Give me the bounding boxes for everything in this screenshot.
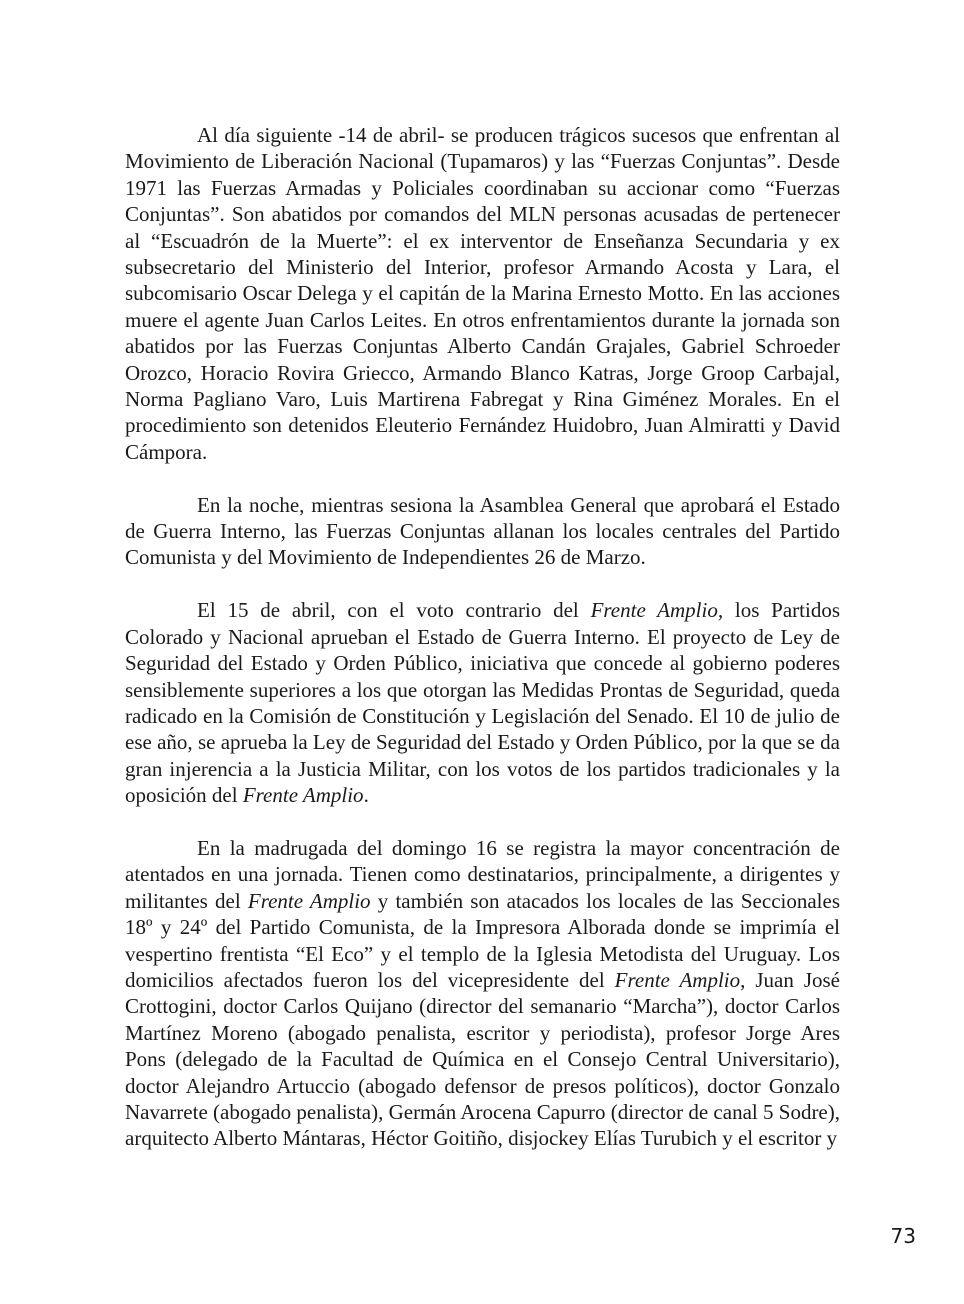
italic-party-name: Frente Amplio [242,783,364,808]
paragraph-text: . [363,783,369,808]
paragraph-april-14 [125,122,840,465]
paragraph-text: los Partidos Colorado y Nacional aprueban el Estado de Guerra Interno. El proyecto de Ley de Seguridad del Estado y Orden Público, iniciativa que concede al gobierno poderes sensiblemente superiores a los que otorgan las Medidas Prontas de Seguridad, queda radicado en la Comisión de Constitución y Legislación del Senado. El 10 de julio de ese año, se aprueba la Ley de Seguridad del Estado y Orden Público, por la que se da gran injerencia a la Justicia Militar, con los votos de los partidos tradicionales y la oposición del [125,598,841,808]
paragraph-text: El 15 de abril, con el voto contrario del [197,598,591,623]
italic-party-name: Frente Amplio [247,888,371,913]
page-body [125,122,840,1178]
paragraph-text: Al día siguiente -14 de abril- se producen trágicos sucesos que enfrentan al Movimiento de Liberación Nacional (Tupamaros) y las “Fuerzas Conjuntas”. Desde 1971 las Fuerzas Armadas y Policiales coordinaban su accionar como “Fuerzas Conjuntas”. Son abatidos por comandos del MLN personas acusadas de pertenecer al “Escuadrón de la Muerte”: el ex interventor de Enseñanza Secundaria y ex subsecretario del Ministerio del Interior, profesor Armando Acosta y Lara, el subcomisario Oscar Delega y el capitán de la Marina Ernesto Motto. En las acciones muere el agente Juan Carlos Leites. En otros enfrentamientos durante la jornada son abatidos por las Fuerzas Conjuntas Alberto Candán Grajales, Gabriel Schroeder Orozco, Horacio Rovira Griecco, Armando Blanco Katras, Jorge Groop Carbajal, Norma Pagliano Varo, Luis Martirena Fabregat y Rina Giménez Morales. En el procedimiento son detenidos Eleuterio Fernández Huidobro, Juan Almiratti y David Cámpora. [125,123,840,464]
paragraph-night-assembly [125,492,840,571]
paragraph-april-15 [125,597,840,808]
paragraph-text: En la madrugada del domingo 16 se registra la mayor concentración de atentados en una jornada. Tienen como destinatarios, principalmente, a dirigentes y militantes del [125,835,840,913]
page-number: 73 [890,1224,916,1248]
paragraph-text: En la noche, mientras sesiona la Asamblea General que aprobará el Estado de Guerra Interno, las Fuerzas Conjuntas allanan los locales centrales del Partido Comunista y del Movimiento de Independientes 26 de Marzo. [125,492,840,570]
italic-party-name: Frente Amplio [614,967,741,992]
paragraph-april-16 [125,835,840,1152]
paragraph-text: , Juan José Crottogini, doctor Carlos Quijano (director del semanario “Marcha”), doctor Carlos Martínez Moreno (abogado penalista, escritor y periodista), profesor Jorge Ares Pons (delegado de la Facultad de Química en el Consejo Central Universitario), doctor Alejandro Artuccio (abogado defensor de presos políticos), doctor Gonzalo Navarrete (abogado penalista), Germán Arocena Capurro (director de canal 5 Sodre), arquitecto Alberto Mántaras, Héctor Goitiño, disjockey Elías Turubich y el escritor y [125,967,840,1151]
paragraph-text: y también son atacados los locales de las Seccionales 18º y 24º del Partido Comunista, de la Impresora Alborada donde se imprimía el vespertino frentista “El Eco” y el templo de la Iglesia Metodista del Uruguay. Los domicilios afectados fueron los del vicepresidente del [125,888,840,992]
italic-party-name: Frente Amplio, [590,598,724,623]
